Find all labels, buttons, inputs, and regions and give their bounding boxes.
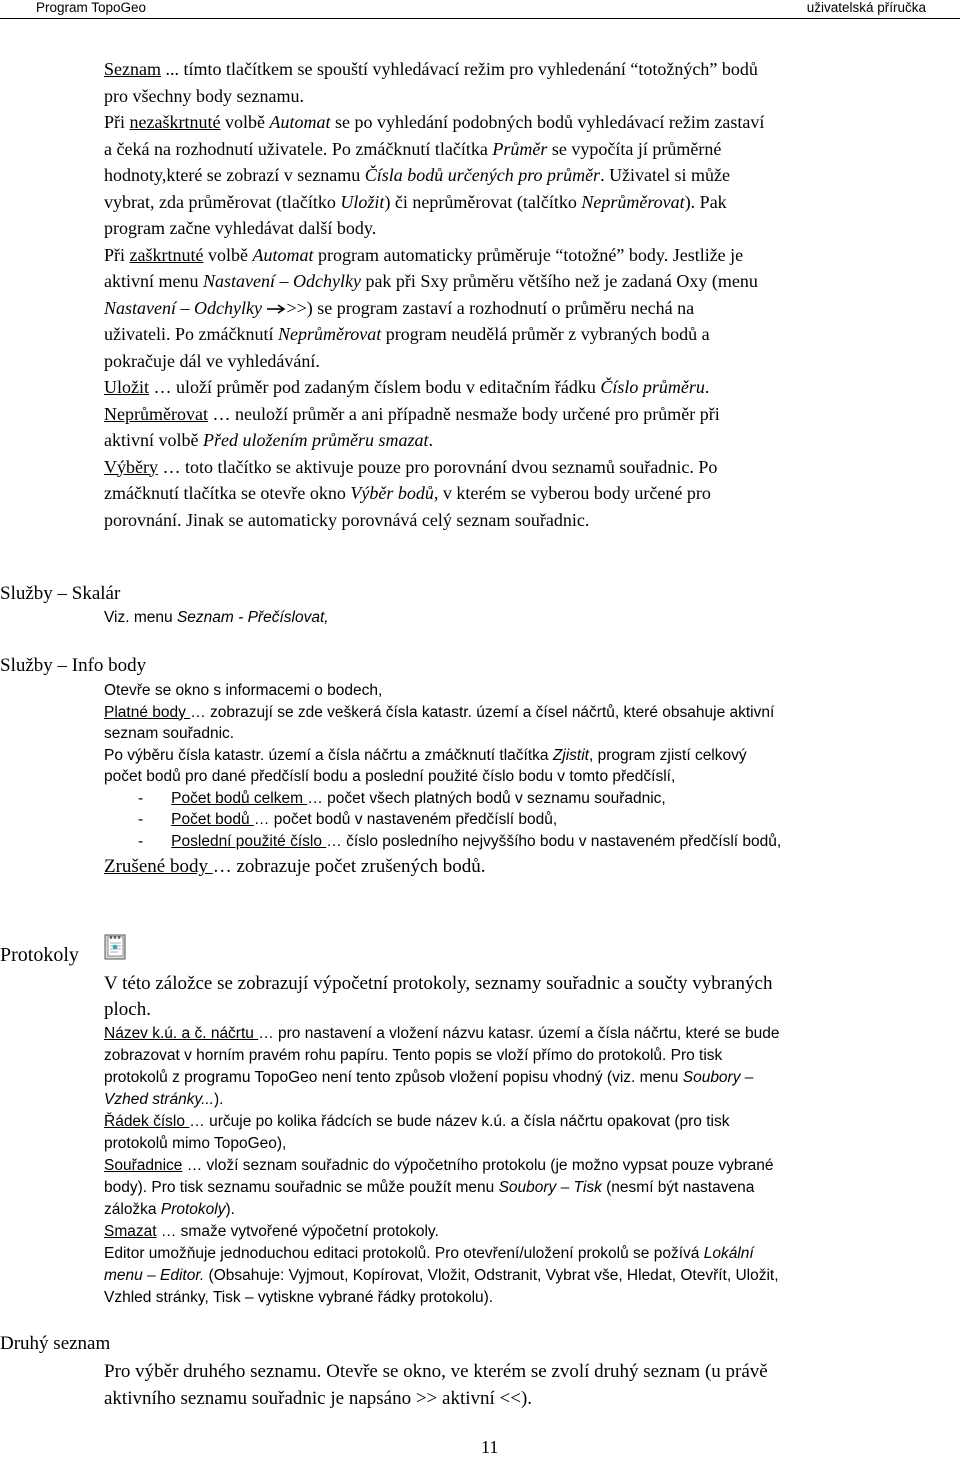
posledni-pouzite-cislo-link[interactable]: Poslední použité číslo	[171, 832, 327, 850]
seznam-line: Při nezaškrtnuté volbě Automat se po vyhledání podobných bodů vyhledávací režim zastaví	[104, 112, 765, 132]
zrusene-body-link[interactable]: Zrušené body	[104, 856, 213, 877]
page-header	[0, 0, 960, 19]
protokoly-line: Název k.ú. a č. náčrtu … pro nastavení a vložení názvu katasr. území a čísla náčrtu, které se bude	[104, 1025, 780, 1042]
protokoly-line: Řádek číslo … určuje po kolika řádcích se bude název k.ú. a čísla náčrtu opakovat (pro tisk	[104, 1113, 730, 1130]
protokoly-line: Smazat … smaže vytvořené výpočetní protokoly.	[104, 1223, 439, 1240]
seznam-line: Uložit … uloží průměr pod zadaným číslem bodu v editačním řádku Číslo průměru.	[104, 377, 710, 397]
seznam-line: Při zaškrtnuté volbě Automat program automaticky průměruje “totožné” body. Jestliže je	[104, 244, 744, 265]
zrusene-body-line: Zrušené body … zobrazuje počet zrušených bodů.	[104, 856, 486, 877]
protokoly-line: protokolů z programu TopoGeo není tento způsob vložení popisu vhodný (viz. menu Soubory –	[104, 1069, 754, 1086]
header-title: Program TopoGeo	[36, 0, 147, 15]
seznam-line: Neprůměrovat … neuloží průměr a ani případně nesmaže body určené pro průměr při	[104, 403, 720, 424]
protokoly-heading: Protokoly	[0, 944, 79, 966]
seznam-line: Seznam ... tímto tlačítkem se spouští vyhledávací režim pro vyhledenání “totožných” bodů	[104, 59, 758, 79]
pocet-bodu-link[interactable]: Počet bodů	[171, 811, 254, 828]
skalar-text: Viz. menu Seznam - Přečíslovat,	[104, 609, 329, 626]
seznam-section	[104, 56, 894, 533]
info-list-item: - Poslední použité číslo … číslo posledního nejvyššího bodu v nastaveném předčíslí bodů,	[138, 832, 782, 850]
druhy-seznam-heading: Druhý seznam	[0, 1333, 111, 1354]
pocet-bodu-celkem-link[interactable]: Počet bodů celkem	[171, 789, 308, 807]
protokoly-line: protokolů mimo TopoGeo),	[104, 1135, 287, 1152]
protokoly-line: Vzhed stránky...).	[104, 1091, 224, 1108]
info-line: počet bodů pro dané předčíslí bodu a poslední použité číslo bodu v tomto předčíslí,	[104, 768, 676, 785]
seznam-line: Výběry … toto tlačítko se aktivuje pouze pro porovnání dvou seznamů souřadnic. Po	[104, 456, 718, 477]
seznam-line: hodnoty,které se zobrazí v seznamu Čísla bodů určených pro průměr. Uživatel si může	[104, 165, 731, 185]
seznam-line: porovnání. Jinak se automaticky porovnává celý seznam souřadnic.	[104, 509, 590, 530]
neprumerovat-link[interactable]: Neprůměrovat	[104, 403, 208, 424]
zaskrtnute-link[interactable]: zaškrtnuté	[129, 244, 204, 265]
seznam-line: zmáčknutí tlačítka se otevře okno Výběr bodů, v kterém se vyberou body určené pro	[104, 483, 711, 503]
info-line: Platné body … zobrazují se zde veškerá čísla katastr. území a čísel náčrtů, které obsahuje aktivní	[104, 703, 775, 721]
info-list-item: - Počet bodů celkem … počet všech platných bodů v seznamu souřadnic,	[138, 789, 666, 807]
druhy-seznam-text: Pro výběr druhého seznamu. Otevře se okno, ve kterém se zvolí druhý seznam (u právě aktivního seznamu souřadnic je napsáno >> aktivní <<).	[104, 1361, 768, 1409]
seznam-line: uživateli. Po zmáčknutí Neprůměrovat program neudělá průměr z vybraných bodů a	[104, 324, 710, 344]
info-line: seznam souřadnic.	[104, 725, 235, 742]
ulozit-link[interactable]: Uložit	[104, 377, 149, 397]
seznam-line: vybrat, zda průměrovat (tlačítko Uložit) či neprůměrovat (talčítko Neprůměrovat). Pak	[104, 191, 727, 212]
info-line: Otevře se okno s informacemi o bodech,	[104, 682, 383, 699]
protokoly-line: body). Pro tisk seznamu souřadnic se může použít menu Soubory – Tisk (nesmí být nastavena	[104, 1179, 755, 1196]
nezaskrtnute-link[interactable]: nezaškrtnuté	[129, 112, 221, 132]
protokoly-line: menu – Editor. (Obsahuje: Vyjmout, Kopírovat, Vložit, Odstranit, Vybrat vše, Hledat, Otevřít, Uložit,	[104, 1267, 779, 1284]
protokoly-line: Editor umožňuje jednoduchou editaci protokolů. Pro otevření/uložení prokolů se požívá Lokální	[104, 1245, 754, 1262]
protokoly-line: záložka Protokoly).	[104, 1201, 235, 1218]
platne-body-link[interactable]: Platné body	[104, 703, 191, 721]
protokoly-section	[104, 1023, 950, 1309]
info-heading: Služby – Info body	[0, 655, 147, 676]
protokoly-intro: V této záložce se zobrazují výpočetní protokoly, seznamy souřadnic a součty vybraných ploch.	[104, 973, 773, 1020]
nazev-ku-link[interactable]: Název k.ú. a č. náčrtu	[104, 1025, 259, 1042]
seznam-line: Nastavení – Odchylky >>) se program zastaví a rozhodnutí o průměru nechá na	[104, 297, 695, 318]
info-section	[104, 680, 950, 852]
seznam-line: aktivní menu Nastavení – Odchylky pak při Sxy průměru většího než je zadaná Oxy (menu	[104, 271, 758, 291]
protokoly-line: Vzhled stránky, Tisk – vytiskne vybrané řádky protokolu).	[104, 1289, 494, 1306]
protokoly-line: Souřadnice … vloží seznam souřadnic do výpočetního protokolu (je možno vypsat pouze vybrané	[104, 1157, 774, 1174]
skalar-heading: Služby – Skalár	[0, 583, 121, 604]
info-list-item: - Počet bodů … počet bodů v nastaveném předčíslí bodů,	[138, 811, 558, 828]
vybery-link[interactable]: Výběry	[104, 456, 158, 477]
info-line: Po výběru čísla katastr. území a čísla náčrtu a zmáčknutí tlačítka Zjistit, program zjistí celkový	[104, 746, 747, 764]
seznam-line: program začne vyhledávat další body.	[104, 218, 377, 238]
smazat-link[interactable]: Smazat	[104, 1223, 157, 1240]
seznam-link[interactable]: Seznam	[104, 59, 161, 79]
seznam-line: pokračuje dál ve vyhledávání.	[104, 350, 320, 371]
notebook-icon	[104, 934, 126, 960]
page-number: 11	[481, 1437, 499, 1457]
header-subtitle: uživatelská příručka	[806, 0, 926, 15]
seznam-line: pro všechny body seznamu.	[104, 85, 304, 106]
souradnice-link[interactable]: Souřadnice	[104, 1157, 183, 1174]
seznam-line: a čeká na rozhodnutí uživatele. Po zmáčknutí tlačítka Průměr se vypočíta jí průměrné	[104, 138, 722, 159]
radek-cislo-link[interactable]: Řádek číslo	[104, 1113, 190, 1130]
protokoly-line: zobrazovat v horním pravém rohu papíru. Tento popis se vloží přímo do protokolů. Pro tisk	[104, 1047, 723, 1064]
seznam-line: aktivní volbě Před uložením průměru smazat.	[104, 430, 433, 450]
arrow-right-icon	[266, 304, 286, 314]
